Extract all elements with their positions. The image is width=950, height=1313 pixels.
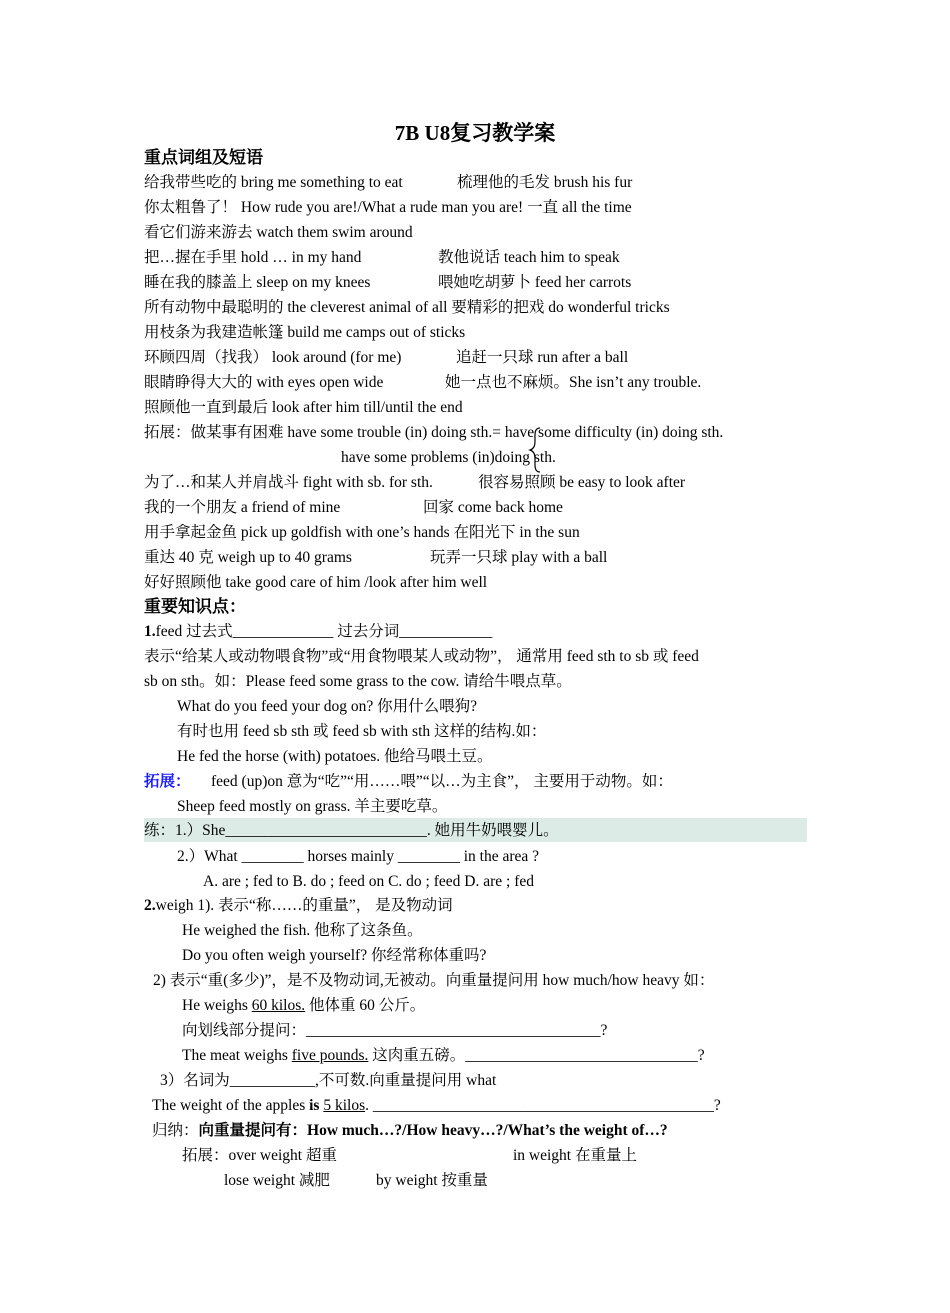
practice-2: 2.）What ________ horses mainly ________ in the area ? — [177, 848, 540, 865]
weigh-line-6: 向划线部分提问：______________________________________? — [182, 1022, 608, 1039]
phrase-line: 环顾四周（找我） look around (for me) 追赶一只球 run after a ball — [144, 349, 629, 366]
page-title: 7B U8复习教学案 — [394, 121, 556, 145]
phrase-line: 为了…和某人并肩战斗 fight with sb. for sth. 很容易照顾 be easy to look after — [144, 474, 686, 491]
phrase-line: 用枝条为我建造帐篷 build me camps out of sticks — [144, 324, 466, 341]
weigh-line-3: Do you often weigh yourself? 你经常称体重吗? — [182, 947, 487, 964]
weigh-line-8: 3）名词为___________,不可数.向重量提问用 what — [160, 1072, 497, 1089]
phrase-line: 睡在我的膝盖上 sleep on my knees 喂她吃胡萝卜 feed her carrots — [144, 274, 632, 291]
phrase-line: 把…握在手里 hold … in my hand 教他说话 teach him to speak — [144, 249, 620, 266]
phrase-line: 我的一个朋友 a friend of mine 回家 come back home — [144, 499, 563, 516]
feed-line-4: What do you feed your dog on? 你用什么喂狗? — [177, 698, 478, 715]
phrase-line: 你太粗鲁了！ How rude you are!/What a rude man you are! 一直 all the time — [144, 199, 632, 216]
feed-line-1: 1.feed 过去式_____________ 过去分词____________ — [144, 623, 493, 640]
weigh-summary: 归纳：向重量提问有：How much…?/How heavy…?/What’s the weight of…? — [152, 1122, 668, 1139]
phrase-line: 给我带些吃的 bring me something to eat 梳理他的毛发 brush his fur — [144, 174, 633, 191]
weigh-line-4: 2) 表示“重(多少)”，是不及物动词,无被动。向重量提问用 how much/how heavy 如： — [153, 972, 715, 989]
extension-label: 拓展： — [144, 773, 191, 790]
phrase-line: 拓展：做某事有困难 have some trouble (in) doing sth.= have some difficulty (in) doing sth. — [144, 424, 724, 441]
weigh-line-9: The weight of the apples is 5 kilos. ____________________________________________? — [152, 1097, 721, 1114]
feed-line-2: 表示“给某人或动物喂食物”或“用食物喂某人或动物”， 通常用 feed sth to sb 或 feed — [144, 648, 699, 665]
feed-line-5: 有时也用 feed sb sth 或 feed sb with sth 这样的结构.如： — [177, 723, 547, 740]
practice-1: 练：1.）She__________________________. 她用牛奶喂婴儿。 — [144, 822, 559, 839]
phrase-line: 照顾他一直到最后 look after him till/until the end — [144, 399, 463, 416]
phrase-line: 好好照顾他 take good care of him /look after him well — [144, 574, 488, 591]
weigh-extension-2: lose weight 减肥 by weight 按重量 — [224, 1172, 488, 1189]
section-heading-phrases: 重点词组及短语 — [144, 148, 263, 167]
phrase-line: 所有动物中最聪明的 the cleverest animal of all 要精彩的把戏 do wonderful tricks — [144, 299, 670, 316]
weigh-extension-1: 拓展：over weight 超重 in weight 在重量上 — [182, 1147, 637, 1164]
phrase-line: 重达 40 克 weigh up to 40 grams 玩弄一只球 play with a ball — [144, 549, 608, 566]
phrase-line: 眼睛睁得大大的 with eyes open wide 她一点也不麻烦。She isn’t any trouble. — [144, 374, 702, 391]
feed-line-8: Sheep feed mostly on grass. 羊主要吃草。 — [177, 798, 448, 815]
practice-options: A. are ; fed to B. do ; feed on C. do ; feed D. are ; fed — [203, 873, 534, 890]
weigh-line-2: He weighed the fish. 他称了这条鱼。 — [182, 922, 423, 939]
feed-line-6: He fed the horse (with) potatoes. 他给马喂土豆。 — [177, 748, 493, 765]
weigh-line-5: He weighs 60 kilos. 他体重 60 公斤。 — [182, 997, 426, 1014]
feed-extension: 拓展： feed (up)on 意为“吃”“用……喂”“以…为主食”， 主要用于动物。如： — [144, 773, 673, 790]
weigh-line-1: 2.weigh 1). 表示“称……的重量”， 是及物动词 — [144, 897, 453, 914]
weigh-line-7: The meat weighs five pounds. 这肉重五磅。______________________________? — [182, 1047, 705, 1064]
section-heading-knowledge: 重要知识点： — [144, 597, 246, 616]
phrase-line: 看它们游来游去 watch them swim around — [144, 224, 413, 241]
phrase-line: 用手拿起金鱼 pick up goldfish with one’s hands 在阳光下 in the sun — [144, 524, 580, 541]
feed-line-3: sb on sth。如：Please feed some grass to the cow. 请给牛喂点草。 — [144, 673, 572, 690]
phrase-line: have some problems (in)doing sth. — [341, 449, 556, 466]
